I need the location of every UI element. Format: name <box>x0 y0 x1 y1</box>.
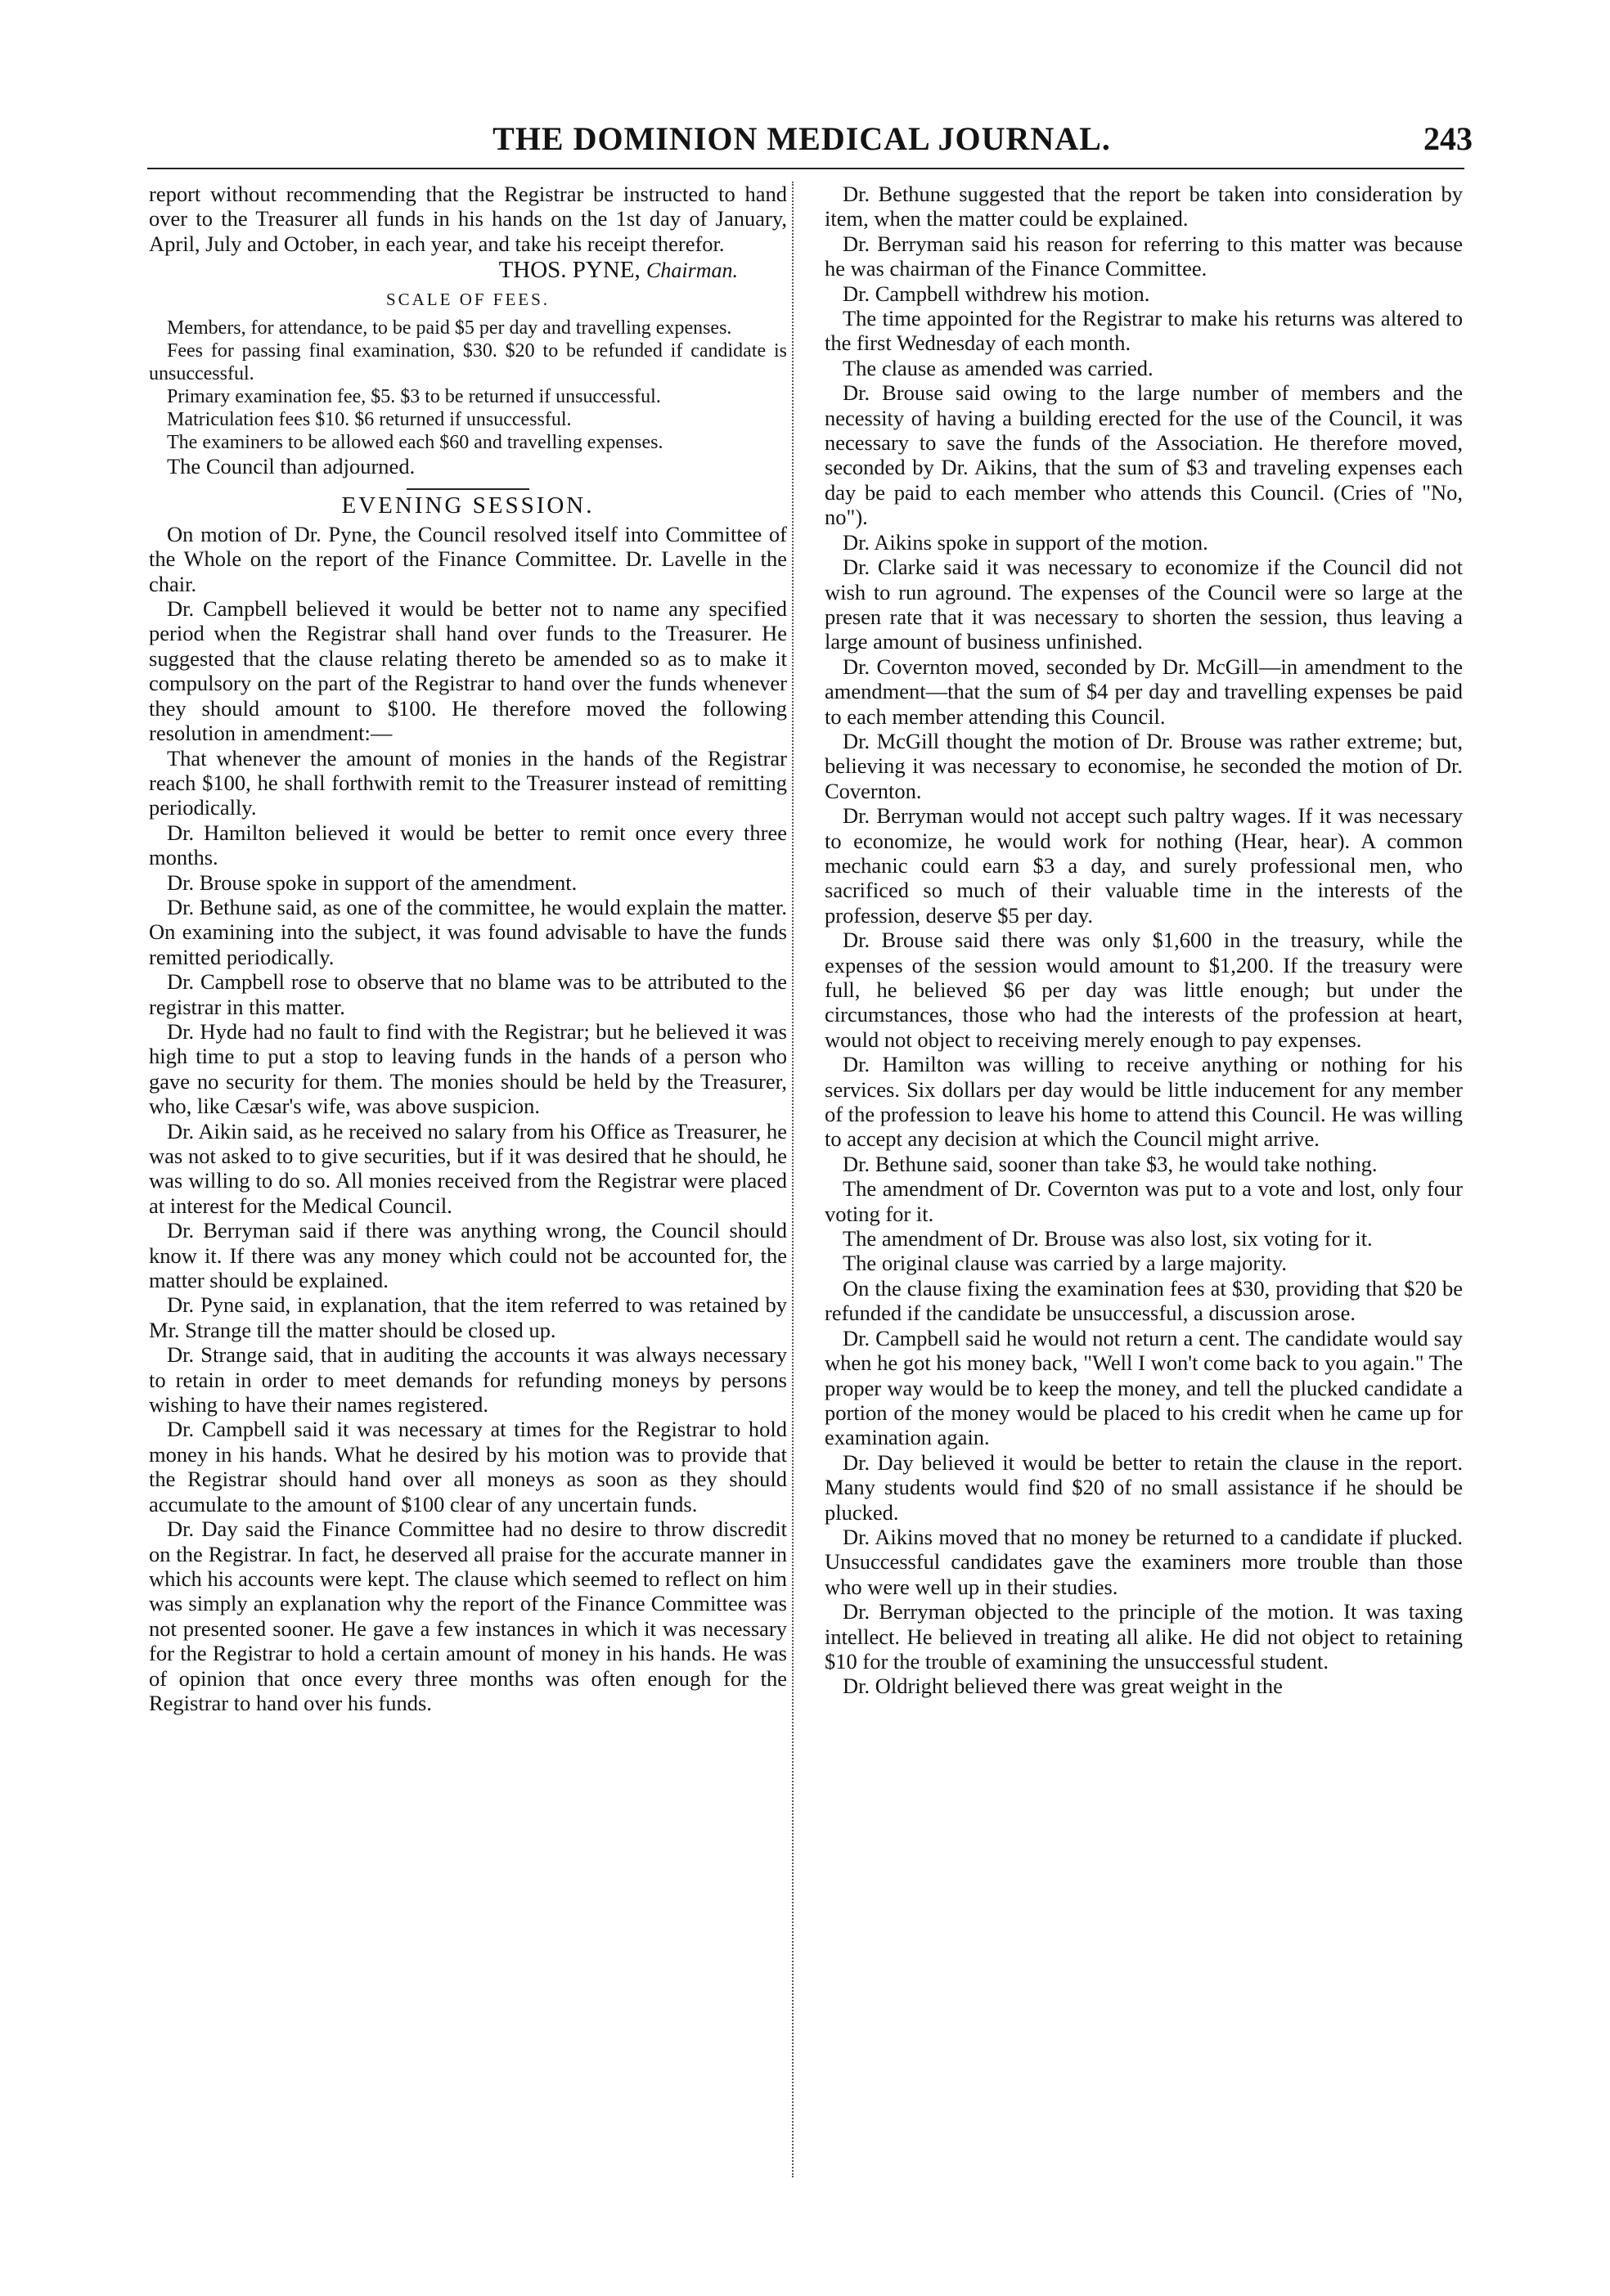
paragraph: The original clause was carried by a large majority. <box>843 1251 1288 1276</box>
paragraph: Dr. Campbell withdrew his motion. <box>843 281 1150 306</box>
evening-session-heading: EVENING SESSION. <box>341 492 595 519</box>
paragraph: Dr. Aikins spoke in support of the motion. <box>843 529 1208 555</box>
paragraph: Dr. Brouse spoke in support of the amendment. <box>167 869 578 895</box>
paragraph: The amendment of Dr. Brouse was also lost, six voting for it. <box>843 1226 1373 1251</box>
signature <box>149 258 738 283</box>
session-rule <box>407 488 529 490</box>
paragraph: Dr. Berryman said if there was anything wrong, the Council should know it. If there was any money which could not be accounted for, the matter should be explained. <box>149 1218 787 1293</box>
adjourned-line: The Council than adjourned. <box>167 454 416 479</box>
paragraph: Dr. Hamilton was willing to receive anything or nothing for his services. Six dollars per day would be little inducement for any member of the profession to leave his home to attend this Council. He was willing to accept any decision at which the Council might arrive. <box>825 1052 1463 1152</box>
page-header <box>131 119 1473 160</box>
paragraph: Dr. Day believed it would be better to retain the clause in the report. Many students would find $20 of no small assistance if he should be plucked. <box>825 1449 1463 1525</box>
paragraph: Dr. Brouse said there was only $1,600 in the treasury, while the expenses of the session would amount to $1,200. If the treasury were full, he believed $6 per day was little enough; but under the circumstances, those who had the interests of the profession at heart, would not object to receiving merely enough to pay expenses. <box>825 928 1463 1052</box>
signature-role: Chairman. <box>646 258 738 283</box>
paragraph: Dr. Aikins moved that no money be returned to a candidate if plucked. Unsuccessful candidates gave the examiners more trouble than those who were well up in their studies. <box>825 1524 1463 1599</box>
paragraph: Dr. Campbell said he would not return a cent. The candidate would say when he got his money back, "Well I won't come back to you again." The proper way would be to keep the money, and tell the plucked candidate a portion of the money would be placed to his credit when he came up for examination again. <box>825 1325 1463 1450</box>
paragraph: Dr. Clarke said it was necessary to economize if the Council did not wish to run aground. The expenses of the Council were so large at the presen rate that it was necessary to shorten the session, thus leaving a large amount of business unfinished. <box>825 555 1463 654</box>
paragraph: Dr. Campbell rose to observe that no blame was to be attributed to the registrar in this matter. <box>149 969 787 1019</box>
paragraph: Dr. Day said the Finance Committee had no desire to throw discredit on the Registrar. In fact, he deserved all praise for the accurate manner in which his accounts were kept. The clause which seemed to reflect on him was simply an explanation why the report of the Finance Committee was not presented sooner. He gave a few instances in which it was necessary for the Registrar to hold a certain amount of money in his hands. He was of opinion that once every three months was often enough for the Registrar to hand over his funds. <box>149 1516 787 1715</box>
paragraph: The amendment of Dr. Covernton was put to a vote and lost, only four voting for it. <box>825 1176 1463 1226</box>
paragraph: On motion of Dr. Pyne, the Council resolved itself into Committee of the Whole on the report of the Finance Committee. Dr. Lavelle in the chair. <box>149 521 787 596</box>
paragraph: Dr. Hamilton believed it would be better to remit once every three months. <box>149 820 787 870</box>
page-number: 243 <box>1423 120 1473 157</box>
paragraph: The time appointed for the Registrar to make his returns was altered to the first Wednesday of each month. <box>825 306 1463 356</box>
signature-name: THOS. PYNE, <box>498 257 641 284</box>
scale-of-fees-heading: SCALE OF FEES. <box>385 289 551 309</box>
right-column <box>825 182 1463 1699</box>
intro-paragraph: report without recommending that the Registrar be instructed to hand over to the Treasurer all funds in his hands on the 1st day of January, April, July and October, in each year, and take his receipt therefor. <box>149 182 787 256</box>
column-divider <box>792 182 794 2177</box>
left-column <box>149 182 787 1715</box>
paragraph: Dr. Bethune said, sooner than take $3, he would take nothing. <box>843 1151 1378 1176</box>
paragraph: Dr. McGill thought the motion of Dr. Brouse was rather extreme; but, believing it was necessary to economise, he seconded the motion of Dr. Covernton. <box>825 728 1463 803</box>
journal-title: THE DOMINION MEDICAL JOURNAL. <box>492 120 1111 157</box>
paragraph: Dr. Brouse said owing to the large number of members and the necessity of having a building erected for the use of the Council, it was necessary to save the funds of the Association. He therefore moved, seconded by Dr. Aikins, that the sum of $3 and traveling expenses each day be paid to each member who attends this Council. (Cries of "No, no"). <box>825 380 1463 530</box>
paragraph: Dr. Aikin said, as he received no salary from his Office as Treasurer, he was not asked to to give securities, but if it was desired that he should, he was willing to do so. All monies received from the Registrar were placed at interest for the Medical Council. <box>149 1118 787 1218</box>
paragraph: Dr. Campbell believed it would be better not to name any specified period when the Registrar shall hand over funds to the Treasurer. He suggested that the clause relating thereto be amended so as to make it compulsory on the part of the Registrar to hand over the funds whenever they should amount to $100. He therefore moved the following resolution in amendment:— <box>149 596 787 746</box>
fee-item: Primary examination fee, $5. $3 to be returned if unsuccessful. <box>167 386 661 408</box>
fee-item: The examiners to be allowed each $60 and travelling expenses. <box>167 432 663 454</box>
paragraph: Dr. Bethune said, as one of the committee, he would explain the matter. On examining into the subject, it was found advisable to have the funds remitted periodically. <box>149 894 787 969</box>
paragraph: Dr. Covernton moved, seconded by Dr. McGill—in amendment to the amendment—that the sum of $4 per day and travelling expenses be paid to each member attending this Council. <box>825 654 1463 729</box>
header-rule <box>147 168 1464 169</box>
paragraph: On the clause fixing the examination fees at $30, providing that $20 be refunded if the candidate be unsuccessful, a discussion arose. <box>825 1275 1463 1326</box>
paragraph: Dr. Berryman objected to the principle of the motion. It was taxing intellect. He believed in treating all alike. He did not object to retaining $10 for the trouble of examining the unsuccessful student. <box>825 1599 1463 1674</box>
paragraph: Dr. Berryman said his reason for referring to this matter was because he was chairman of the Finance Committee. <box>825 231 1463 281</box>
paragraph: Dr. Campbell said it was necessary at times for the Registrar to hold money in his hands. What he desired by his motion was to provide that the Registrar should hand over all moneys as soon as they should accumulate to the amount of $100 clear of any uncertain funds. <box>149 1417 787 1516</box>
paragraph: That whenever the amount of monies in the hands of the Registrar reach $100, he shall forthwith remit to the Treasurer instead of remitting periodically. <box>149 745 787 820</box>
fee-item: Members, for attendance, to be paid $5 per day and travelling expenses. <box>167 317 732 339</box>
paragraph: Dr. Strange said, that in auditing the accounts it was always necessary to retain in order to meet demands for refunding moneys by persons wishing to have their names registered. <box>149 1342 787 1418</box>
paragraph: Dr. Bethune suggested that the report be taken into consideration by item, when the matter could be explained. <box>825 182 1463 231</box>
paragraph: Dr. Hyde had no fault to find with the Registrar; but he believed it was high time to put a stop to leaving funds in the hands of a person who gave no security for them. The monies should be held by the Treasurer, who, like Cæsar's wife, was above suspicion. <box>149 1018 787 1119</box>
paragraph: Dr. Berryman would not accept such paltry wages. If it was necessary to economize, he would work for nothing (Hear, hear). A common mechanic could earn $3 a day, and surely professional men, who sacrificed so much of their valuable time in the interests of the profession, deserve $5 per day. <box>825 803 1463 928</box>
fee-item: Fees for passing final examination, $30. $20 to be refunded if candidate is unsuccessful. <box>149 340 787 385</box>
paragraph: Dr. Oldright believed there was great weight in the <box>843 1674 1283 1699</box>
paragraph: Dr. Pyne said, in explanation, that the item referred to was retained by Mr. Strange till the matter should be closed up. <box>149 1292 787 1342</box>
fee-item: Matriculation fees $10. $6 returned if unsuccessful. <box>167 409 572 431</box>
paragraph: The clause as amended was carried. <box>843 355 1154 380</box>
